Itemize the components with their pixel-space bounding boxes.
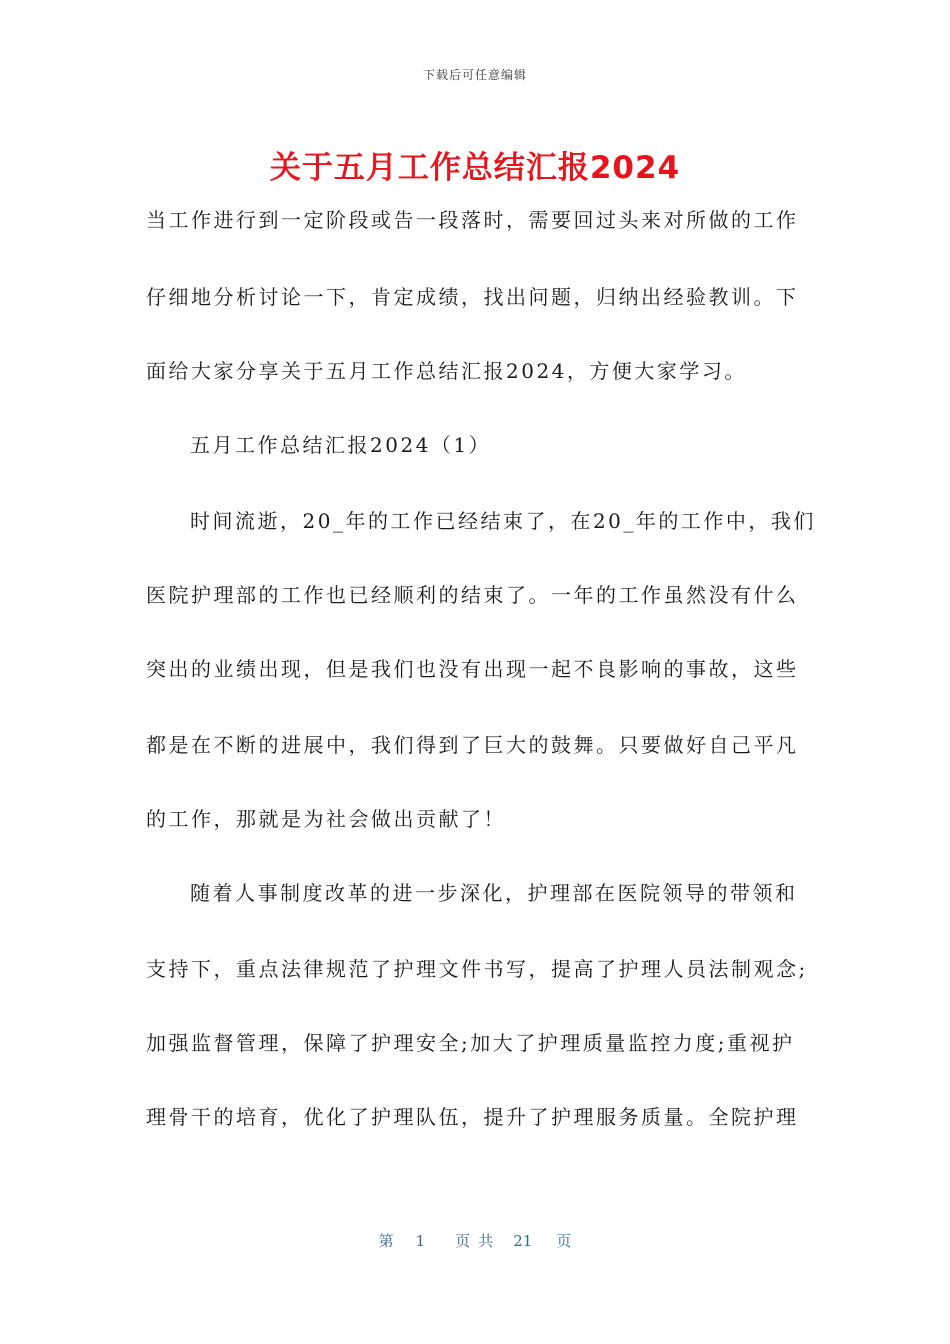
paragraph-line: 都是在不断的进展中，我们得到了巨大的鼓舞。只要做好自己平凡 [146,733,799,757]
paragraph-line: 突出的业绩出现，但是我们也没有出现一起不良影响的事故，这些 [146,657,799,681]
page-current-number: 1 [415,1232,426,1250]
paragraph-line: 时间流逝，20_年的工作已经结束了，在20_年的工作中，我们 [190,509,816,533]
section-heading: 五月工作总结汇报2024（1） [190,433,492,457]
paragraph-line: 随着人事制度改革的进一步深化，护理部在医院领导的带领和 [190,881,798,905]
document-title: 关于五月工作总结汇报2024 [269,150,681,186]
paragraph-line: 面给大家分享关于五月工作总结汇报2024，方便大家学习。 [146,359,747,383]
page-label-suffix: 页 [556,1232,572,1250]
header-note: 下载后可任意编辑 [422,68,527,82]
paragraph-line: 的工作，那就是为社会做出贡献了！ [146,807,506,831]
page-label-prefix: 第 [378,1232,394,1250]
page-footer [0,1230,950,1251]
page-label-total: 共 [478,1232,494,1250]
paragraph-line: 加强监督管理，保障了护理安全;加大了护理质量监控力度;重视护 [146,1031,795,1055]
paragraph-line: 医院护理部的工作也已经顺利的结束了。一年的工作虽然没有什么 [146,583,799,607]
paragraph-line: 支持下，重点法律规范了护理文件书写，提高了护理人员法制观念; [146,957,808,981]
paragraph-line: 理骨干的培育，优化了护理队伍，提升了护理服务质量。全院护理 [146,1105,799,1129]
paragraph-line: 当工作进行到一定阶段或告一段落时，需要回过头来对所做的工作 [146,208,799,232]
paragraph-line: 仔细地分析讨论一下，肯定成绩，找出问题，归纳出经验教训。下 [146,285,799,309]
page-label-unit: 页 [455,1232,471,1250]
page-total-number: 21 [513,1232,533,1250]
